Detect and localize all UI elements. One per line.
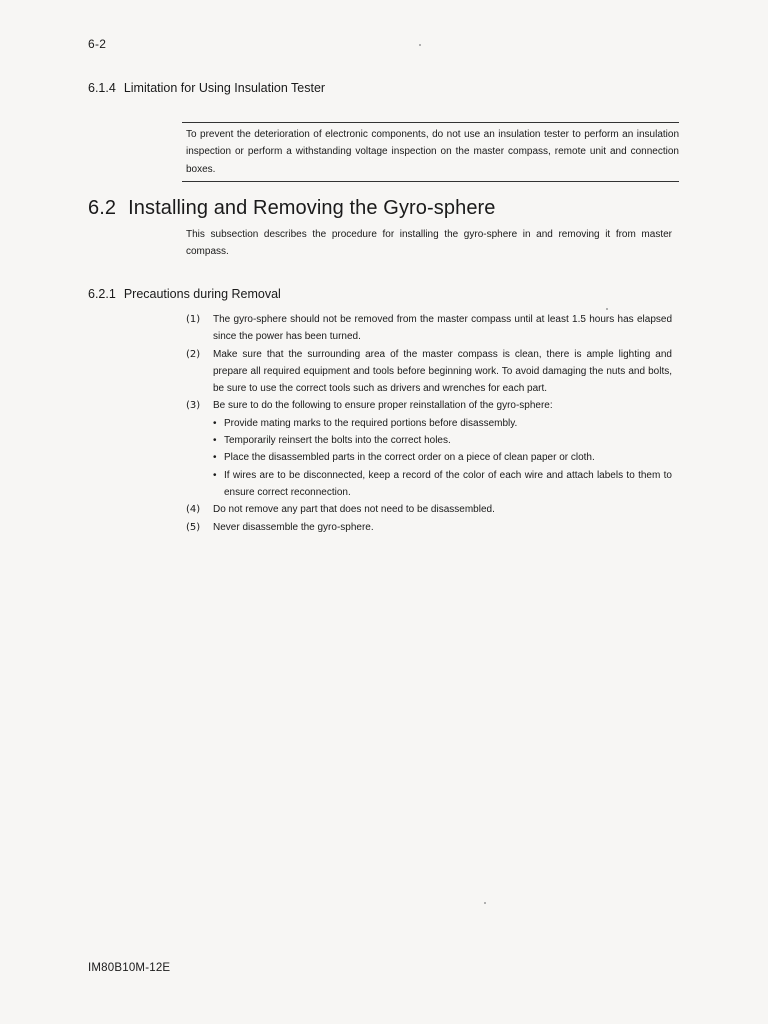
scan-speck [484,902,486,904]
list-item-text: Do not remove any part that does not need to be disassembled. [213,504,495,516]
list-item-number: (4) [186,504,201,516]
section-6-2-1-title: Precautions during Removal [123,287,281,301]
list-item-text: Be sure to do the following to ensure proper reinstallation of the gyro-sphere: [213,400,553,412]
page-number: 6-2 [88,37,107,51]
bullet-icon: • [213,469,217,481]
list-item [186,519,672,536]
list-item-text: Never disassemble the gyro-sphere. [213,521,374,533]
sub-bullet-text: Temporarily reinsert the bolts into the correct holes. [224,435,451,447]
section-6-1-4-heading [88,81,325,95]
document-id: IM80B10M-12E [88,962,171,974]
bullet-icon: • [213,417,217,429]
section-6-2-heading [88,197,496,220]
list-item-number: (3) [186,400,201,412]
sub-bullet-text: Provide mating marks to the required portions before disassembly. [224,417,518,429]
section-6-1-4-number: 6.1.4 [88,81,116,95]
list-item [186,501,672,518]
list-item-text: Make sure that the surrounding area of the master compass is clean, there is ample lighting and prepare all required equipment and tools before beginning work. To avoid damaging the nuts and bolts, be sure to use the correct tools such as drivers and wrenches for each part. [213,348,672,395]
sub-bullet-text: Place the disassembled parts in the correct order on a piece of clean paper or cloth. [224,452,595,464]
section-6-2-intro: This subsection describes the procedure for installing the gyro-sphere in and removing it from master compass. [186,229,672,258]
sub-bullet-item [213,415,672,432]
list-item-body [213,397,672,501]
list-item [186,397,672,501]
scan-speck [419,44,421,46]
section-6-2-1-heading [88,287,281,301]
section-6-2-number: 6.2 [88,197,117,219]
list-item [186,311,672,346]
list-item-number: (5) [186,521,201,533]
precautions-list [186,311,672,536]
list-item [186,346,672,398]
sub-bullet-text: If wires are to be disconnected, keep a record of the color of each wire and attach labels to them to ensure correct reconnection. [224,469,672,498]
section-6-2-1-number: 6.2.1 [88,287,116,301]
section-6-2-title: Installing and Removing the Gyro-sphere [128,197,496,219]
list-item-text: The gyro-sphere should not be removed from the master compass until at least 1.5 hours has elapsed since the power has been turned. [213,314,672,343]
section-6-1-4-title: Limitation for Using Insulation Tester [123,81,326,95]
sub-bullet-item [213,467,672,502]
sub-bullet-item [213,432,672,449]
list-item-number: (2) [186,348,201,360]
list-item-number: (1) [186,314,201,325]
bullet-icon: • [213,452,217,464]
sub-bullet-item [213,449,672,466]
bullet-icon: • [213,435,217,447]
insulation-note-box: To prevent the deterioration of electronic components, do not use an insulation tester to perform an insulation inspection or perform a withstanding voltage inspection on the master compass, remote unit and connection boxes. [182,122,679,182]
scan-speck [606,308,608,310]
